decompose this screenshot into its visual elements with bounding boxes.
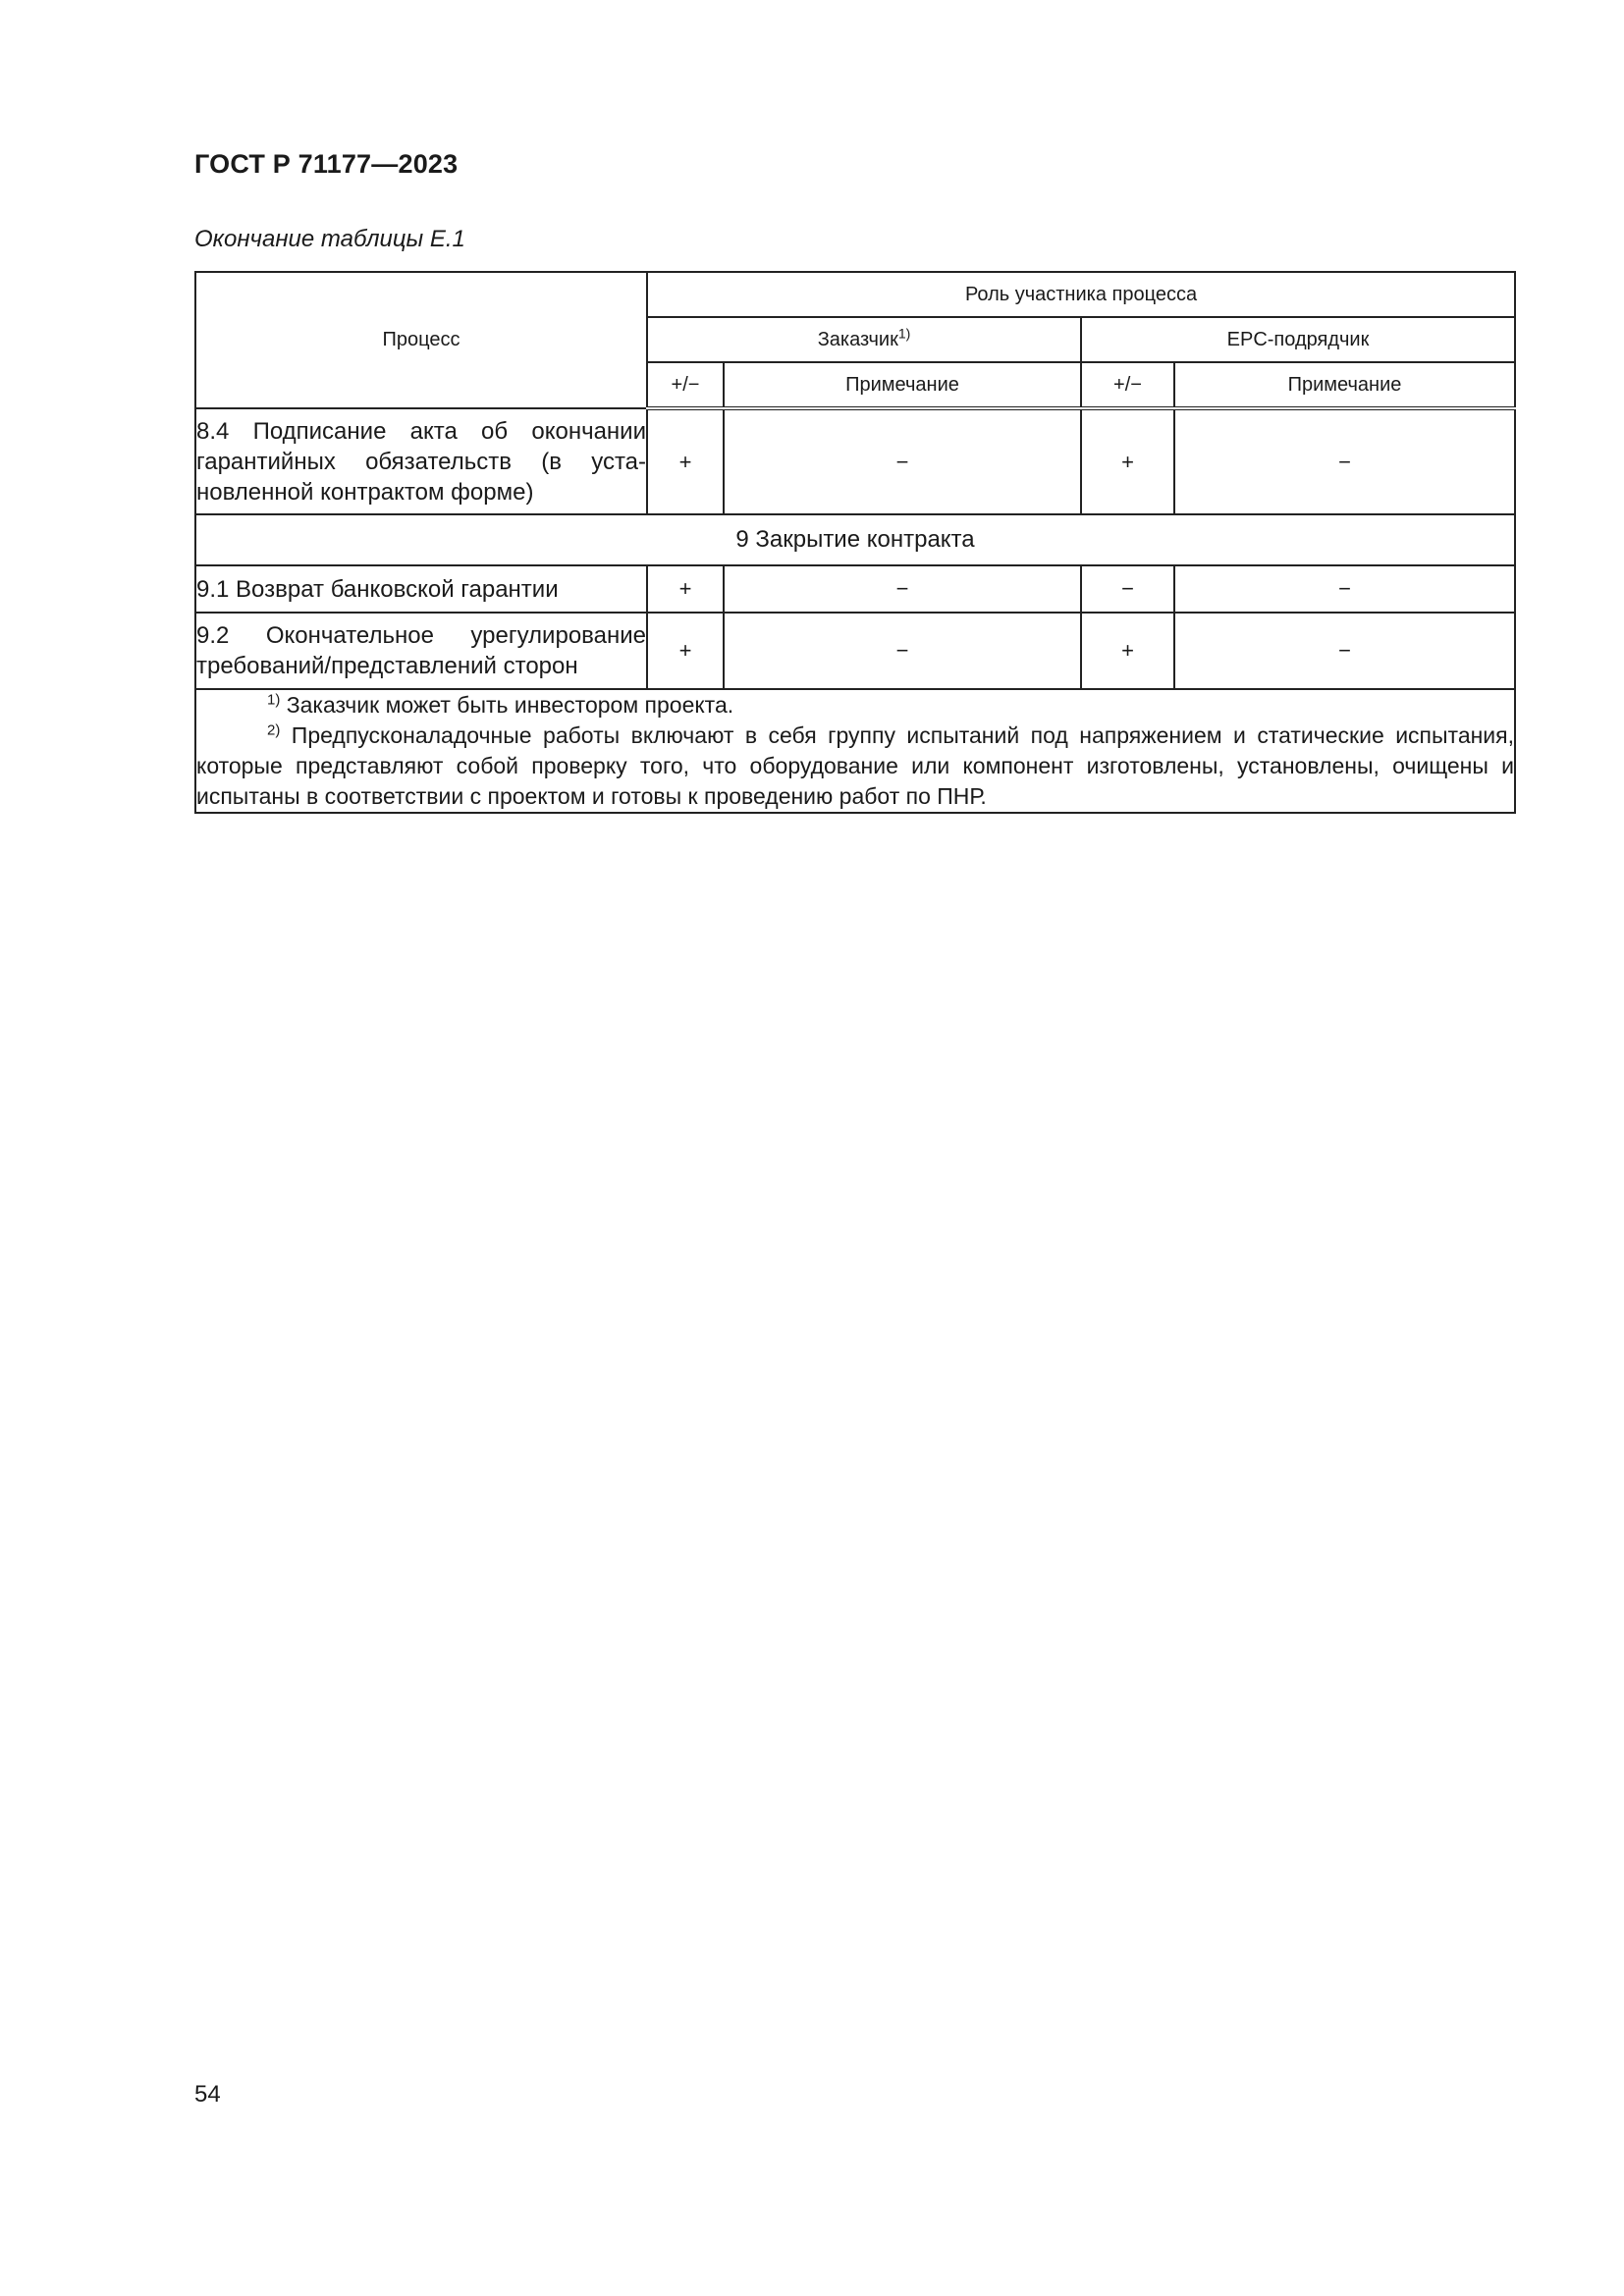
document-header: ГОСТ Р 71177—2023 (194, 149, 459, 179)
row-contractor-mark: + (1081, 408, 1174, 514)
header-contractor-note: Примечание (1174, 362, 1515, 408)
header-customer-footnote: 1) (897, 324, 911, 341)
header-customer-note: Примечание (724, 362, 1081, 408)
roles-table (194, 271, 1516, 814)
row-contractor-note: − (1174, 408, 1515, 514)
header-customer-plus-minus: +/− (647, 362, 724, 408)
table-row (195, 408, 1515, 514)
row-customer-note: − (724, 613, 1081, 689)
row-process: 9.2 Окончательное урегулирование требований/представлений сторон (195, 613, 647, 689)
page-number: 54 (194, 2081, 221, 2108)
footnote-2-mark: 2) (267, 721, 281, 739)
footnote-1-mark: 1) (267, 691, 281, 709)
header-customer (647, 317, 1081, 362)
section-title: 9 Закрытие контракта (195, 514, 1515, 565)
footnote-1-text: Заказчик может быть инвестором проекта. (280, 692, 734, 718)
row-contractor-mark: + (1081, 613, 1174, 689)
footnote-2 (196, 721, 1514, 812)
row-customer-mark: + (647, 408, 724, 514)
row-customer-note: − (724, 408, 1081, 514)
footnotes (195, 689, 1515, 813)
header-process: Процесс (195, 272, 647, 408)
footnote-1 (196, 690, 1514, 721)
section-row (195, 514, 1515, 565)
row-customer-mark: + (647, 565, 724, 613)
row-customer-note: − (724, 565, 1081, 613)
footnote-2-text: Предпусконаладочные работы включают в себя группу испытаний под напряжением и статические испытания, которые представляют собой проверку того, что оборудование или компонент изготовлены, установлены, очищены и испытаны в соответствии с проектом и готовы к проведению работ по ПНР. (196, 722, 1515, 809)
row-customer-mark: + (647, 613, 724, 689)
header-customer-label: Заказчик (817, 328, 898, 350)
row-contractor-note: − (1174, 565, 1515, 613)
table-row (195, 565, 1515, 613)
row-process: 9.1 Возврат банковской гарантии (195, 565, 647, 613)
table-caption: Окончание таблицы Е.1 (194, 226, 465, 252)
row-contractor-note: − (1174, 613, 1515, 689)
table-row (195, 613, 1515, 689)
header-role-group: Роль участника процесса (647, 272, 1515, 317)
header-row-1 (195, 272, 1515, 317)
row-process: 8.4 Подписание акта об окончании гарантийных обязательств (в уста-новленной контрактом форме) (195, 408, 647, 514)
header-contractor: EPC-подрядчик (1081, 317, 1515, 362)
footnotes-row (195, 689, 1515, 813)
header-contractor-plus-minus: +/− (1081, 362, 1174, 408)
row-contractor-mark: − (1081, 565, 1174, 613)
